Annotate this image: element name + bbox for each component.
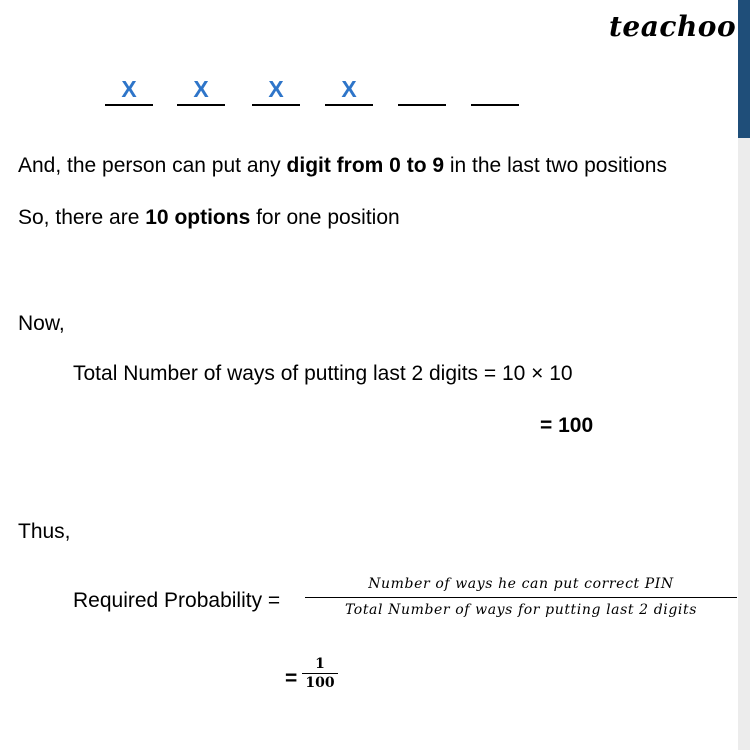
result-fraction: [302, 655, 338, 692]
scrollbar[interactable]: [738, 0, 750, 750]
bold-text: 10 options: [145, 206, 251, 229]
slot-letter: X: [268, 76, 284, 102]
scrollbar-thumb[interactable]: [738, 0, 750, 138]
digit-slot: [177, 74, 225, 106]
total-ways-line: Total Number of ways of putting last 2 digits = 10 × 10: [73, 362, 573, 385]
slot-letter: X: [341, 76, 357, 102]
text: in the last two positions: [444, 154, 667, 177]
total-ways-result: = 100: [540, 414, 594, 437]
digit-slot: [325, 74, 373, 106]
bold-text: digit from 0 to 9: [286, 154, 445, 177]
fraction-denominator: Total Number of ways for putting last 2 digits: [344, 602, 698, 618]
text: So, there are: [18, 206, 146, 229]
now-label: Now,: [18, 312, 65, 335]
digit-slot: [398, 74, 446, 106]
text: for one position: [250, 206, 400, 229]
options-paragraph: [18, 204, 400, 232]
text: And, the person can put any: [18, 154, 287, 177]
slot-letter: X: [193, 76, 209, 102]
result-denominator: 100: [305, 675, 335, 691]
digit-slot: [252, 74, 300, 106]
result-numerator: 1: [315, 656, 325, 672]
result-equals: =: [285, 667, 298, 690]
digit-slot: [105, 74, 153, 106]
digit-slot: [471, 74, 519, 106]
fraction-numerator: Number of ways he can put correct PIN: [368, 576, 674, 592]
thus-label: Thus,: [18, 520, 71, 543]
probability-label: Required Probability =: [73, 589, 281, 612]
digit-range-paragraph: [18, 152, 667, 180]
probability-fraction: [305, 574, 737, 620]
teachoo-logo: teachoo: [609, 10, 737, 43]
slot-letter: X: [121, 76, 137, 102]
